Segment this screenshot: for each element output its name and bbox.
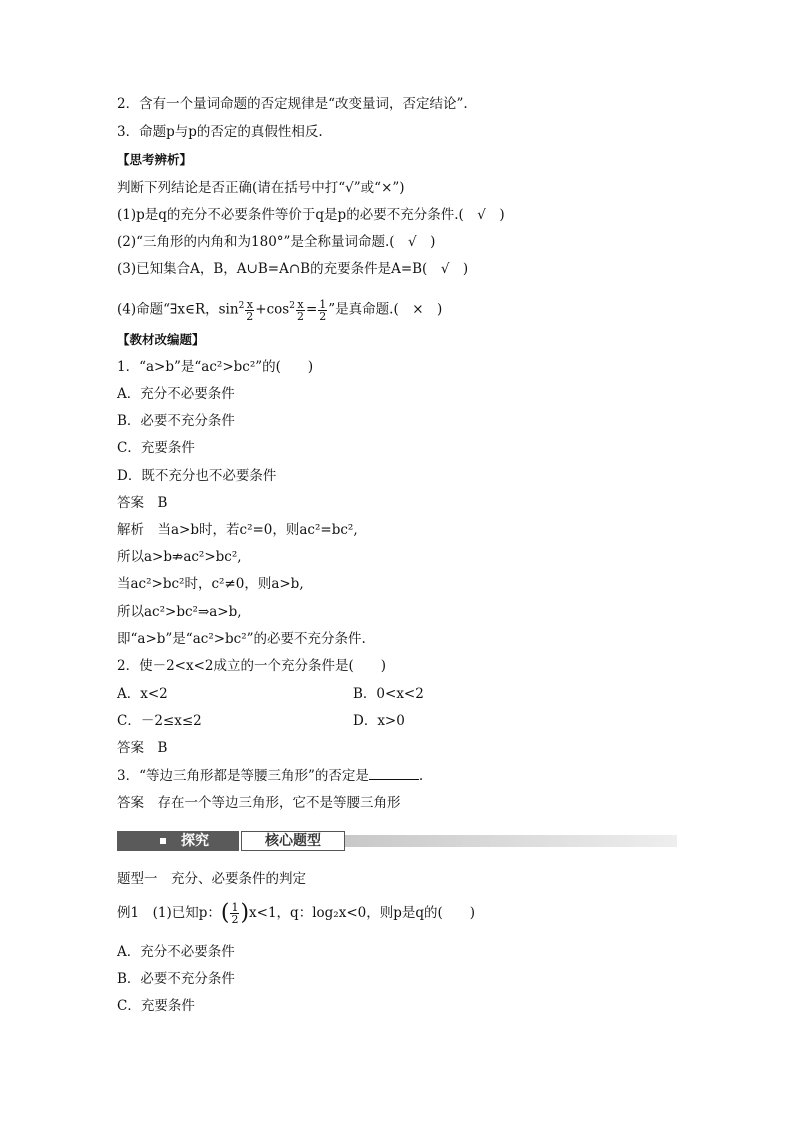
square-bullet-icon [160,838,166,844]
problem1-solution-line: 所以ac²>bc²⇒a>b, [117,604,242,620]
problem1-solution-line: 当ac²>bc²时，c²≠0，则a>b, [117,576,304,592]
problem3-question-text: 3．“等边三角形都是等腰三角形”的否定是 [117,768,369,784]
thinking-header: 【思考辨析】 [117,152,193,167]
answer-blank [369,765,419,780]
example1-option-c: C．充要条件 [117,998,195,1014]
problem2-option-c: C．－2≤x≤2 [117,713,202,729]
q4-prefix: (4)命题“∃x∈R，sin [117,301,239,318]
problem1-solution-line: 解析 当a>b时，若c²=0，则ac²=bc², [117,522,358,538]
q4-suffix: ”是真命题.( × ) [328,301,443,318]
example1-suffix: x<1，q：log₂x<0，则p是q的( ) [249,905,476,921]
problem1-option-d: D．既不充分也不必要条件 [117,468,277,484]
q4-fraction-1: $\frac{x}{2}$ [246,297,254,323]
q4-mid: +cos [255,301,290,318]
problem2-option-b: B．0<x<2 [353,686,424,702]
textbook-header: 【教材改编题】 [117,332,205,347]
problem2-question: 2．使－2<x<2成立的一个充分条件是( ) [117,658,387,674]
thinking-q2: (2)“三角形的内角和为180°”是全称量词命题.( √ ) [117,234,436,250]
intro-item-3: 3．命题p与p的否定的真假性相反. [117,124,323,140]
example1-fraction: $\frac{1}{2}$ [231,901,239,926]
intro-item-2: 2．含有一个量词命题的否定规律是“改变量词，否定结论”. [117,96,468,112]
thinking-q4: (4)命题“∃x∈R，$\sin^2$ $\frac{x}{2}$ $+\cos^2$ $\frac{x}{2}$ = $\frac{1}{2}$ ”是真命题.( × ) [117,297,443,323]
problem2-option-d: D．x>0 [353,713,405,729]
problem1-question: 1．“a>b”是“ac²>bc²”的( ) [117,359,314,375]
problem3-question [117,765,423,786]
problem1-option-a: A．充分不必要条件 [117,386,235,402]
q4-fraction-2: $\frac{x}{2}$ [296,297,304,323]
problem3-question-end: . [418,768,424,784]
thinking-q3: (3)已知集合A，B，A∪B=A∩B的充要条件是A=B( √ ) [117,261,469,277]
thinking-instruction: 判断下列结论是否正确(请在括号中打“√”或“×”) [117,180,405,196]
example1-prefix: 例1 (1)已知p： [117,905,221,921]
problem1-option-c: C．充要条件 [117,440,195,456]
problem2-option-a: A．x<2 [117,686,168,702]
banner-gradient-bar [345,835,677,847]
problem1-solution-line: 即“a>b”是“ac²>bc²”的必要不充分条件. [117,631,366,647]
banner-core-types: 核心题型 [241,831,345,851]
problem1-answer: 答案 B [117,495,168,511]
section-banner [117,831,677,851]
example1-option-a: A．充分不必要条件 [117,944,235,960]
problem1-solution-line: 所以a>b⇏ac²>bc², [117,549,242,565]
problem2-answer: 答案 B [117,740,168,756]
problem1-option-b: B．必要不充分条件 [117,413,235,429]
example1-question: 例1 (1)已知p：( $\frac{1}{2}$ )x<1，q：log₂x<0，则p是q的( ) [117,900,476,926]
banner-explore: 探究 [117,831,239,851]
q4-fraction-rhs: $\frac{1}{2}$ [319,297,327,323]
section-title: 题型一 充分、必要条件的判定 [117,871,306,887]
problem3-answer: 答案 存在一个等边三角形，它不是等腰三角形 [117,795,401,811]
example1-option-b: B．必要不充分条件 [117,971,235,987]
thinking-q1: (1)p是q的充分不必要条件等价于q是p的必要不充分条件.( √ ) [117,207,505,223]
